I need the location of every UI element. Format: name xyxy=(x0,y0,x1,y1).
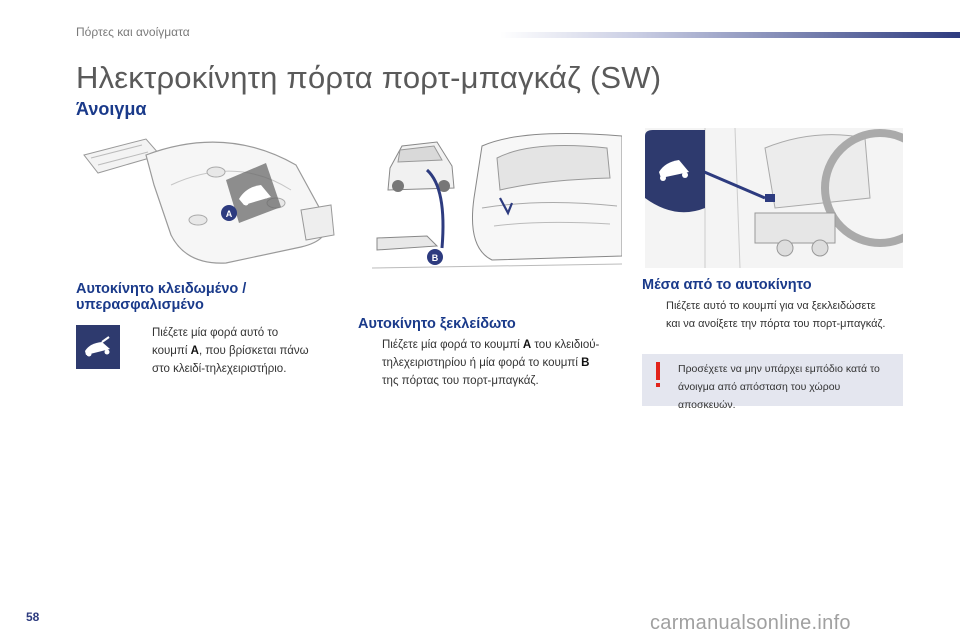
paragraph-unlocked: Πιέζετε μία φορά το κουμπί A του κλειδιού- τηλεχειριστηρίου ή μία φορά το κουμπί B της πόρτας του πορτ-μπαγκάζ. xyxy=(382,339,600,387)
page-title: Ηλεκτροκίνητη πόρτα πορτ-μπαγκάζ (SW) xyxy=(76,60,662,95)
tailgate-icon xyxy=(76,325,120,369)
callout-b: B xyxy=(431,253,439,263)
ref-a: A xyxy=(522,339,532,351)
section-header: Πόρτες και ανοίγματα xyxy=(76,25,190,39)
page-number: 58 xyxy=(26,610,40,624)
section-subtitle: Άνοιγμα xyxy=(76,99,147,119)
heading-inside: Μέσα από το αυτοκίνητο xyxy=(642,277,812,293)
ref-b: B xyxy=(581,357,590,369)
ref-a: A xyxy=(190,345,199,357)
callout-a: A xyxy=(225,209,233,219)
heading-unlocked: Αυτοκίνητο ξεκλείδωτο xyxy=(358,316,516,332)
paragraph-locked: Πιέζετε μία φορά αυτό το κουμπί A, που βρίσκεται πάνω στο κλειδί-τηλεχειριστήριο. xyxy=(152,327,309,375)
dashboard-illustration xyxy=(645,128,903,268)
tailgate-illustration xyxy=(372,128,622,270)
tailgate-button-icon-box xyxy=(76,325,120,369)
key-fob-illustration xyxy=(76,125,336,265)
warning-exclamation-icon xyxy=(654,360,662,390)
paragraph-inside: Πιέζετε αυτό το κουμπί για να ξεκλειδώσετε και να ανοίξετε την πόρτα του πορτ-μπαγκάζ. xyxy=(666,300,886,330)
watermark: carmanualsonline.info xyxy=(650,612,851,634)
header-gradient-bar xyxy=(500,32,960,38)
heading-locked: Αυτοκίνητο κλειδωμένο / υπερασφαλισμένο xyxy=(76,281,247,313)
warning-text: Προσέχετε να μην υπάρχει εμπόδιο κατά το άνοιγμα από απόσταση του χώρου αποσκευών. xyxy=(678,363,880,411)
